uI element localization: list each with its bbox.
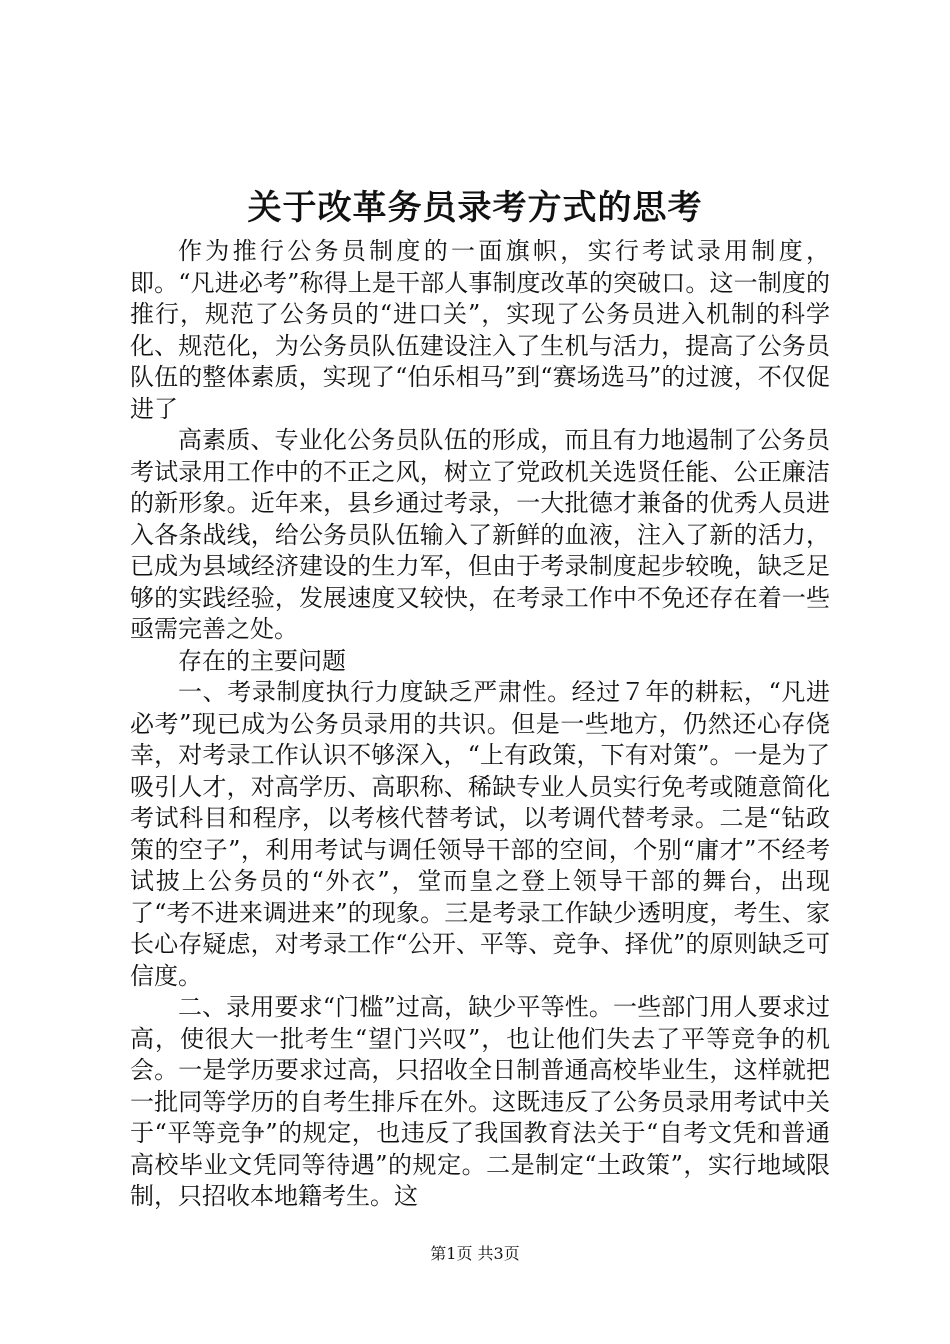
page-number-footer: 第1页 共3页 bbox=[430, 1244, 520, 1263]
paragraph-problem-one: 一、考录制度执行力度缺乏严肃性。经过７年的耕耘，“凡进必考”现已成为公务员录用的共识。但是一些地方，仍然还心存侥幸，对考录工作认识不够深入，“上有政策，下有对策”。一是为了吸引人才，对高学历、高职称、稀缺专业人员实行免考或随意简化考试科目和程序，以考核代替考试，以考调代替考录。二是“钻政策的空子”，利用考试与调任领导干部的空间，个别“庸才”不经考试披上公务员的“外衣”，堂而皇之登上领导干部的舞台，出现了“考不进来调进来”的现象。三是考录工作缺少透明度，考生、家长心存疑虑，对考录工作“公开、平等、竞争、择优”的原则缺乏可信度。 bbox=[130, 678, 830, 990]
paragraph-problem-two: 二、录用要求“门槛”过高，缺少平等性。一些部门用人要求过高，使很大一批考生“望门兴叹”，也让他们失去了平等竞争的机会。一是学历要求过高，只招收全日制普通高校毕业生，这样就把一批同等学历的自考生排斥在外。这既违反了公务员录用考试中关于“平等竞争”的规定，也违反了我国教育法关于“自考文凭和普通高校毕业文凭同等待遇”的规定。二是制定“土政策”，实行地域限制，只招收本地籍考生。这 bbox=[130, 993, 830, 1210]
section-heading-problems: 存在的主要问题 bbox=[178, 646, 346, 675]
document-body bbox=[130, 236, 830, 1213]
paragraph-achievements: 高素质、专业化公务员队伍的形成，而且有力地遏制了公务员考试录用工作中的不正之风，树立了党政机关选贤任能、公正廉洁的新形象。近年来，县乡通过考录，一大批德才兼备的优秀人员进入各条战线，给公务员队伍输入了新鲜的血液，注入了新的活力，已成为县域经济建设的生力军，但由于考录制度起步较晚，缺乏足够的实践经验，发展速度又较快，在考录工作中不免还存在着一些亟需完善之处。 bbox=[130, 426, 830, 643]
document-title: 关于改革务员录考方式的思考 bbox=[247, 188, 703, 228]
paragraph-intro: 作为推行公务员制度的一面旗帜，实行考试录用制度，即。“凡进必考”称得上是干部人事制度改革的突破口。这一制度的推行，规范了公务员的“进口关”，实现了公务员进入机制的科学化、规范化，为公务员队伍建设注入了生机与活力，提高了公务员队伍的整体素质，实现了“伯乐相马”到“赛场选马”的过渡，不仅促进了 bbox=[130, 237, 830, 423]
